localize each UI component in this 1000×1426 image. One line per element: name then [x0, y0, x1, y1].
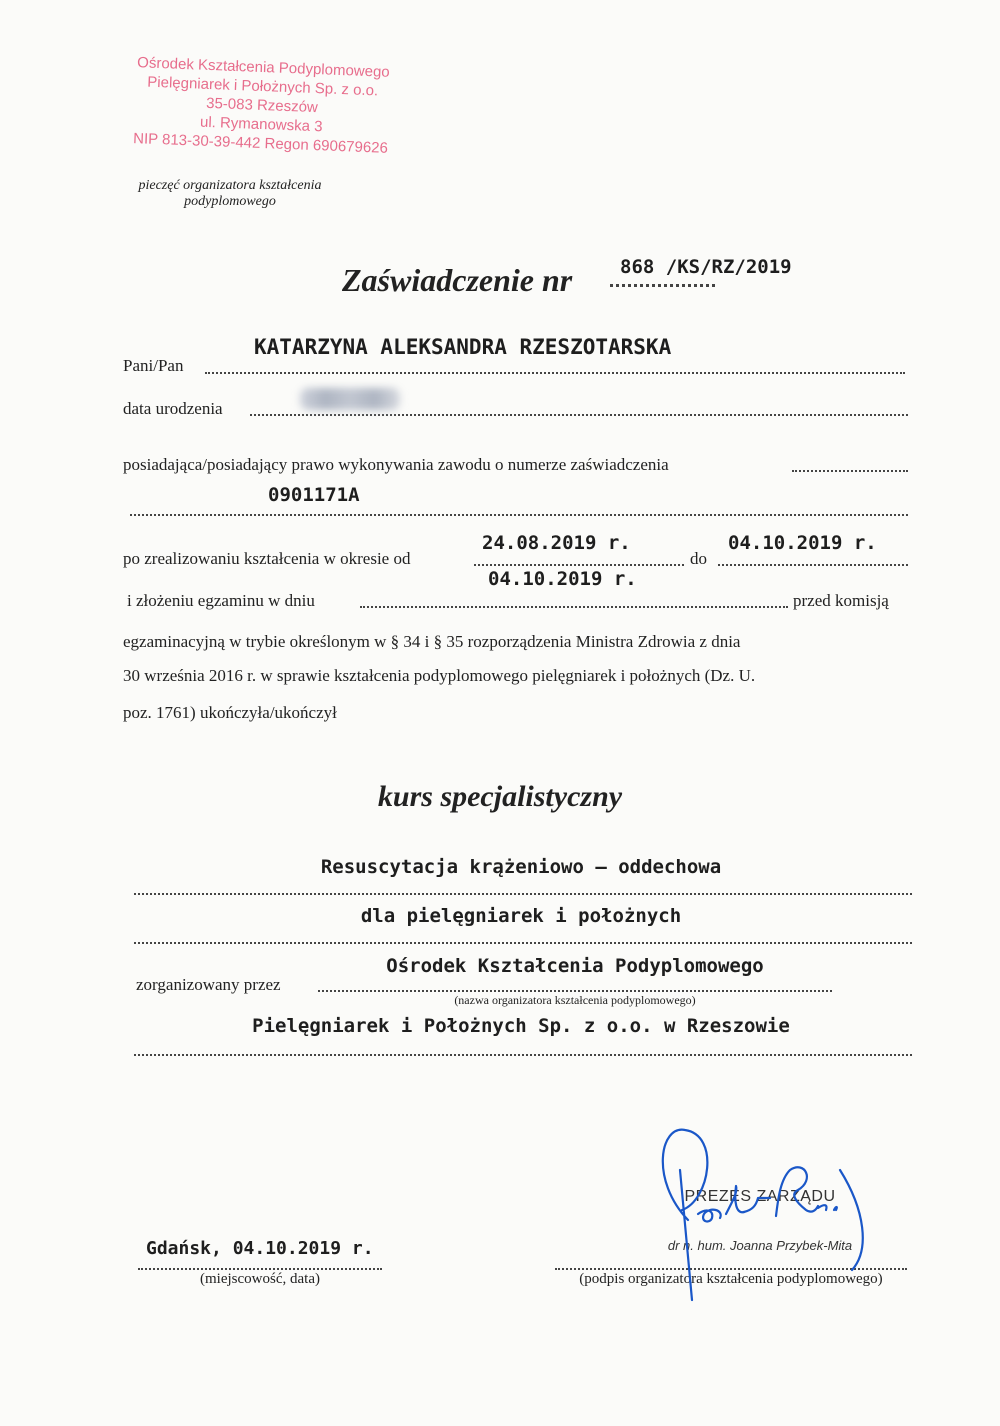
stamp-line: ul. Rymanowska 3 [199, 113, 323, 136]
exam-dots [360, 606, 788, 608]
stamp-line: NIP 813-30-39-442 Regon 690679626 [132, 130, 389, 157]
license-label: posiadająca/posiadający prawo wykonywania zawodu o numerze zaświadczenia [123, 455, 669, 474]
stamp-line: Pielęgniarek i Położnych Sp. z o.o. [147, 73, 379, 100]
stamp-line: Ośrodek Kształcenia Podyplomowego [136, 54, 391, 81]
course-name-2: dla pielęgniarek i położnych [360, 905, 682, 927]
birth-dots [250, 414, 908, 416]
course-name-1: Resuscytacja krążeniowo – oddechowa [320, 856, 722, 878]
certificate-number: 868 /KS/RZ/2019 [620, 256, 792, 278]
exam-date: 04.10.2019 r. [488, 568, 637, 590]
certificate-title: Zaświadczenie nr [342, 262, 573, 298]
holder-label: Pani/Pan [123, 356, 184, 375]
period-from: 24.08.2019 r. [482, 532, 631, 554]
exam-after: przed komisją [793, 591, 889, 610]
period-to: 04.10.2019 r. [728, 532, 877, 554]
course-type: kurs specjalistyczny [377, 780, 623, 813]
organizer-name-2-dots [134, 1054, 912, 1056]
license-number: 0901171A [268, 484, 360, 506]
period-to-dots [718, 564, 908, 566]
stamp-caption [110, 178, 350, 210]
organizer-stamp [110, 52, 413, 158]
license-dots [792, 470, 908, 472]
legal-text-line: poz. 1761) ukończyła/ukończył [123, 703, 337, 722]
signature-caption: (podpis organizatora kształcenia podyplomowego) [579, 1271, 883, 1287]
course-name-1-dots [134, 893, 912, 895]
course-name-2-dots [134, 942, 912, 944]
place-caption: (miejscowość, data) [200, 1271, 320, 1287]
stamp-caption-line: podyplomowego [184, 194, 276, 209]
holder-dots [205, 372, 905, 374]
place-date: Gdańsk, 04.10.2019 r. [146, 1238, 374, 1259]
legal-text-line: 30 września 2016 r. w sprawie kształcenia podyplomowego pielęgniarek i położnych (Dz. U. [123, 666, 756, 685]
legal-text-line: egzaminacyjną w trybie określonym w § 34 i § 35 rozporządzenia Ministra Zdrowia z dnia [123, 632, 741, 651]
place-date-dots [138, 1268, 382, 1270]
period-from-dots [474, 564, 684, 566]
organizer-caption: (nazwa organizatora kształcenia podyplomowego) [454, 993, 696, 1007]
organizer-label: zorganizowany przez [136, 975, 281, 994]
organizer-name-1: Ośrodek Kształcenia Podyplomowego [386, 955, 764, 977]
stamp-line: 35-083 Rzeszów [205, 94, 319, 117]
holder-name: KATARZYNA ALEKSANDRA RZESZOTARSKA [254, 335, 672, 359]
exam-label: i złożeniu egzaminu w dniu [127, 591, 315, 610]
number-dots [610, 284, 715, 287]
signer-name: dr n. hum. Joanna Przybek-Mita [667, 1238, 853, 1253]
redacted-birth-date [300, 388, 400, 410]
birth-label: data urodzenia [123, 399, 223, 418]
organizer-dots [318, 990, 832, 992]
license-number-dots [130, 514, 908, 516]
period-label: po zrealizowaniu kształcenia w okresie od [123, 549, 411, 568]
organizer-name-2: Pielęgniarek i Położnych Sp. z o.o. w Rzeszowie [252, 1015, 790, 1037]
signer-title: PREZES ZARZĄDU [684, 1188, 836, 1205]
period-to-label: do [690, 549, 707, 568]
stamp-caption-line: pieczęć organizatora kształcenia [138, 178, 322, 193]
handwritten-signature [640, 1110, 880, 1310]
